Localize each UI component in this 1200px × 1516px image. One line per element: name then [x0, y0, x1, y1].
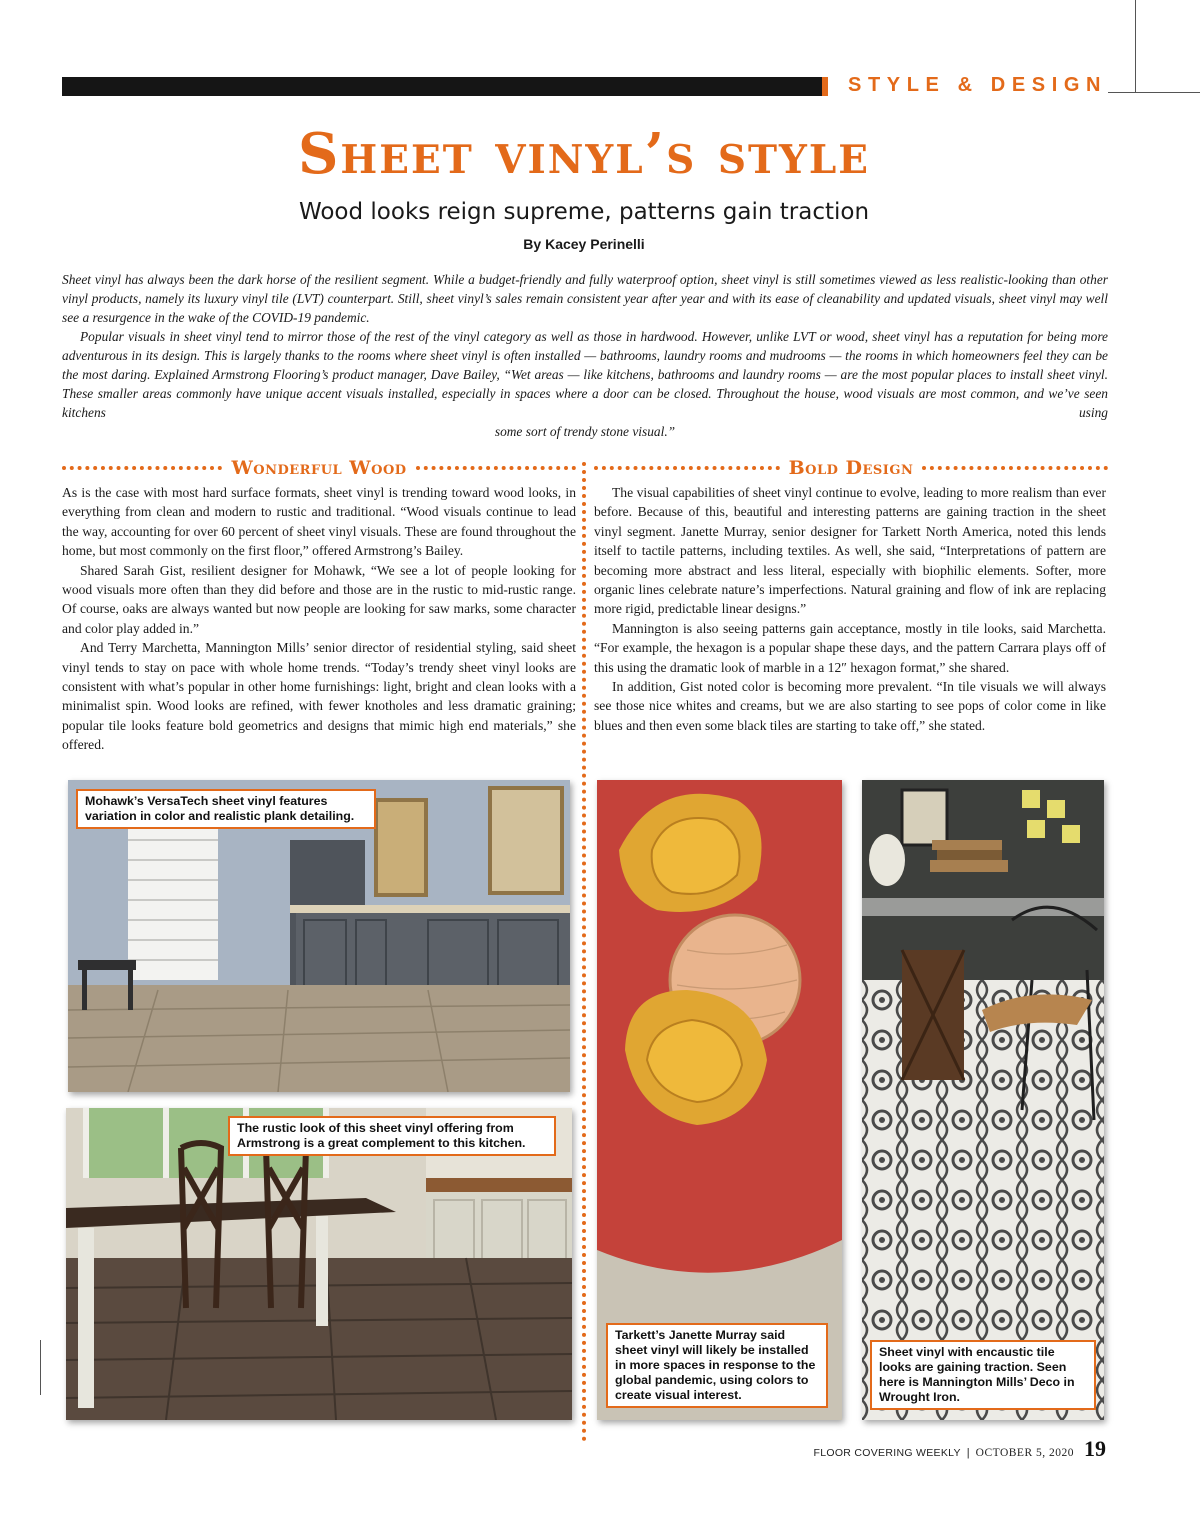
header-bar	[62, 77, 828, 96]
photo-caption-mohawk: Mohawk’s VersaTech sheet vinyl features variation in color and realistic plank detailing.	[76, 789, 376, 829]
body-paragraph: In addition, Gist noted color is becoming more prevalent. “In tile visuals we will always see those nice whites and creams, but we are also starting to see pops of color come in like blues and then even some black tiles are starting to take off,” she stated.	[594, 679, 1106, 733]
body-paragraph: And Terry Marchetta, Mannington Mills’ senior director of residential styling, said sheet vinyl tends to stay on pace with whole home trends. “Today’s trendy sheet vinyl looks are consistent with what’s popular in other home furnishings: light, bright and clean looks with a minimalist spin. Wood looks are refined, with fewer knotholes and less dramatic graining; popular tile looks feature bold geometrics and designs that mimic high end materials,” she offered.	[62, 640, 576, 753]
body-paragraph: As is the case with most hard surface formats, sheet vinyl is trending toward wood looks, in everything from clean and modern to rustic and traditional. “Wood visuals continue to lead the way, accounting for over 60 percent of sheet vinyl visuals. These are found throughout the home, but most commonly on the first floor,” offered Armstrong’s Bailey.	[62, 485, 576, 559]
intro-paragraph: Sheet vinyl has always been the dark horse of the resilient segment. While a budget-friendly and fully waterproof option, sheet vinyl is still sometimes viewed as less realistic-looking than other vinyl products, namely its luxury vinyl tile (LVT) counterpart. Still, sheet vinyl’s sales remain consistent year after year and with its ease of cleanability and updated visuals, sheet vinyl may well see a resurgence in the wake of the COVID-19 pandemic.	[62, 272, 1108, 325]
dotted-rule	[922, 466, 1108, 470]
column-bold-design	[594, 483, 1106, 735]
photo-caption-armstrong: The rustic look of this sheet vinyl offering from Armstrong is a great complement to this kitchen.	[228, 1116, 556, 1156]
photo-caption-tarkett: Tarkett’s Janette Murray said sheet vinyl will likely be installed in more spaces in response to the global pandemic, using colors to create visual interest.	[606, 1323, 828, 1408]
footer-publication: FLOOR COVERING WEEKLY	[813, 1447, 961, 1459]
header-accent-tick	[822, 77, 828, 96]
section-heading-design	[594, 455, 1108, 481]
byline: By Kacey Perinelli	[523, 236, 645, 252]
dotted-rule	[62, 466, 222, 470]
trim-mark-right	[1135, 0, 1136, 92]
body-paragraph: Shared Sarah Gist, resilient designer for Mohawk, “We see a lot of people looking for wood visuals more often than they did before and those are in the rustic to mid-rustic range. Of course, oaks are always wanted but now people are looking for saw marks, some character and color play added in.”	[62, 562, 576, 636]
dotted-rule	[594, 466, 780, 470]
intro-paragraph-end: some sort of trendy stone visual.”	[494, 424, 676, 439]
dotted-rule	[416, 466, 576, 470]
trim-mark-top-right	[1108, 92, 1200, 93]
footer-date: OCTOBER 5, 2020	[975, 1447, 1074, 1459]
body-paragraph: The visual capabilities of sheet vinyl continue to evolve, leading to more realism than ever before. Because of this, beautiful and interesting patterns are gaining traction in the sheet vinyl segment. Janette Murray, senior designer for Tarkett North America, noted this lends itself to tactile patterns, including textiles. As well, she said, “Interpretations of pattern are becoming more abstract and less literal, especially with biophilic elements. Softer, more organic lines celebrate nature’s imperfections. Natural graining and flow of ink are replacing more rigid, predictable linear designs.”	[594, 485, 1106, 617]
trim-mark-left	[40, 1340, 41, 1395]
section-heading-text: Wonderful Wood	[231, 457, 407, 479]
photo-encaustic-tile	[862, 780, 1104, 1420]
page-number: 19	[1084, 1436, 1106, 1461]
section-tag: STYLE & DESIGN	[848, 74, 1108, 96]
photo-caption-mannington: Sheet vinyl with encaustic tile looks are gaining traction. Seen here is Mannington Mills’ Deco in Wrought Iron.	[870, 1340, 1096, 1410]
intro-text	[62, 270, 1108, 441]
section-heading-text: Bold Design	[788, 457, 914, 479]
column-divider	[582, 462, 586, 1442]
article-title	[0, 118, 1168, 190]
article-subtitle: Wood looks reign supreme, patterns gain traction	[298, 199, 870, 225]
body-paragraph: Mannington is also seeing patterns gain acceptance, mostly in tile looks, said Marchetta. “For example, the hexagon is a popular shape these days, and the pattern Carrara plays off of this using the dramatic look of marble in a 12″ hexagon format,” she shared.	[594, 620, 1106, 675]
encaustic-tile-illustration	[862, 780, 1104, 1420]
column-wonderful-wood	[62, 483, 576, 755]
footer-separator: |	[966, 1447, 970, 1459]
page-footer	[814, 1436, 1107, 1462]
section-heading-wood	[62, 455, 576, 481]
article-title-text: Sheet vinyl’s style	[297, 121, 870, 187]
intro-paragraph: Popular visuals in sheet vinyl tend to mirror those of the rest of the vinyl category as well as those in hardwood. However, unlike LVT or wood, sheet vinyl has a reputation for being more adventurous in its design. This is largely thanks to the rooms where sheet vinyl is often installed — bathrooms, laundry rooms and mudrooms — the rooms in which homeowners feel they can be the most daring. Explained Armstrong Flooring’s product manager, Dave Bailey, “Wet areas — like kitchens, bathrooms and laundry rooms — are the most popular places to install sheet vinyl. These smaller areas commonly have unique accent visuals installed, especially in spaces where a door can be closed. Throughout the house, wood visuals are most common, and we’ve seen kitchens using	[62, 329, 1108, 420]
